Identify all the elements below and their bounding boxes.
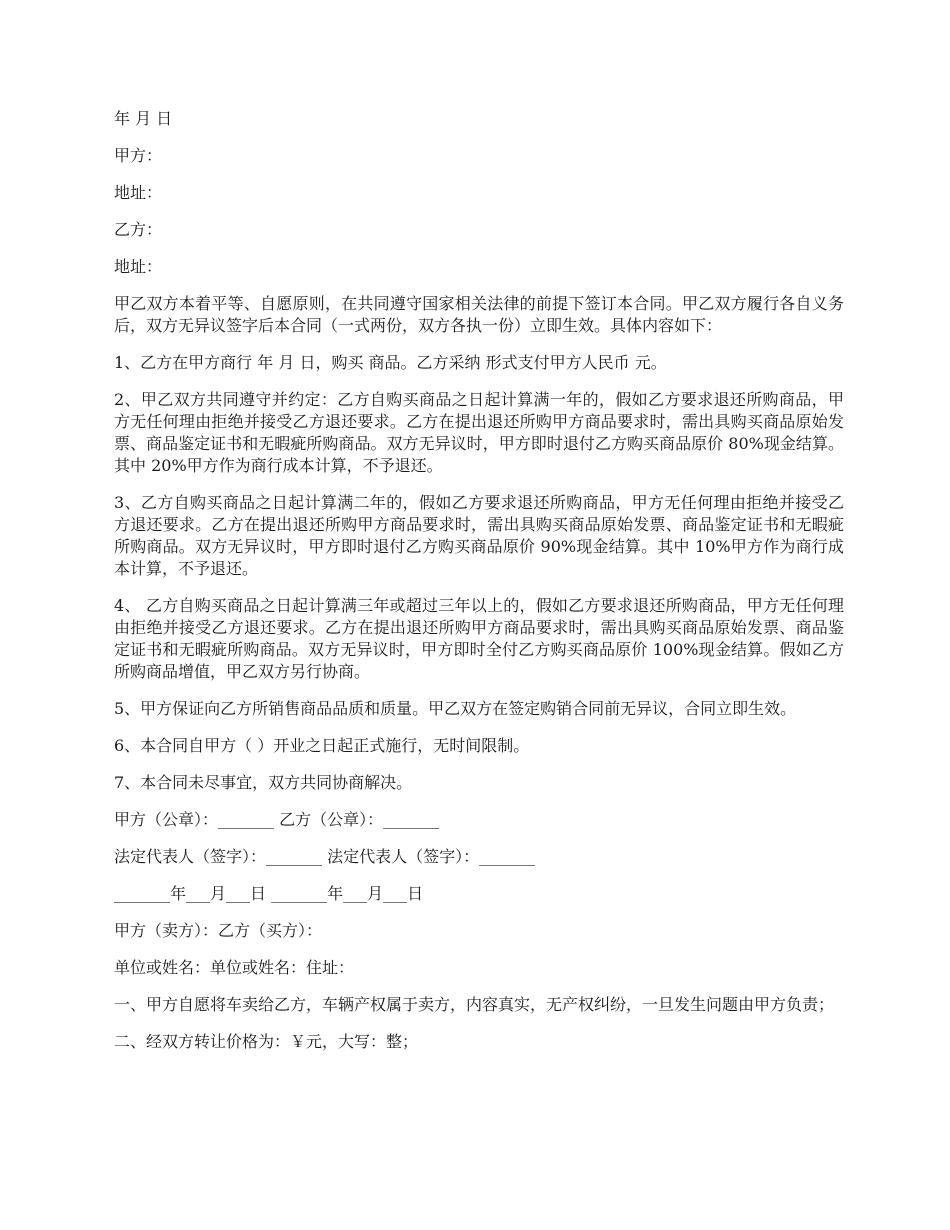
seal-line: 甲方（公章）：_______ 乙方（公章）：_______: [114, 810, 440, 829]
clause-1: 1、乙方在甲方商行 年 月 日，购买 商品。乙方采纳 形式支付甲方人民币 元。: [114, 353, 667, 372]
clause-6: 6、本合同自甲方（ ）开业之日起正式施行，无时间限制。: [114, 736, 530, 755]
clause-3: 3、乙方自购买商品之日起计算满二年的，假如乙方要求退还所购商品，甲方无任何理由拒绝并接受乙方退还要求。乙方在提出退还所购甲方商品要求时，需出具购买商品原始发票、商品鉴定证书和无暇疵所购商品。双方无异议时，甲方即时退付乙方购买商品原价 90%现金结算。其中 10%甲方作为商行成本计算，不予退还。: [114, 493, 844, 578]
name-address-line: 单位或姓名：单位或姓名：住址：: [114, 958, 355, 977]
clause-7: 7、本合同未尽事宜，双方共同协商解决。: [114, 773, 413, 792]
clause-4: 4、 乙方自购买商品之日起计算满三年或超过三年以上的，假如乙方要求退还所购商品，甲方无任何理由拒绝并接受乙方退还要求。乙方在提出退还所购甲方商品要求时，需出具购买商品原始发票、商品鉴定证书和无暇疵所购商品。双方无异议时，甲方即时全付乙方购买商品原价 100%现金结算。假如乙方所购商品增值，甲乙双方另行协商。: [114, 596, 844, 681]
signature-line: 法定代表人（签字）：_______ 法定代表人（签字）：_______: [114, 847, 536, 866]
vehicle-clause-1: 一、甲方自愿将车卖给乙方，车辆产权属于卖方，内容真实，无产权纠纷，一旦发生问题由甲方负责；: [114, 995, 835, 1014]
date-line: 年 月 日: [114, 109, 173, 128]
party-b-line: 乙方：: [114, 220, 163, 239]
seller-buyer-line: 甲方（卖方）：乙方（买方）：: [114, 921, 323, 940]
party-a-address-line: 地址：: [114, 183, 163, 202]
party-b-address-line: 地址：: [114, 257, 163, 276]
vehicle-clause-2: 二、经双方转让价格为：￥元，大写：整；: [114, 1032, 419, 1051]
signing-date-line: _______年___月___日 _______年___月___日: [114, 884, 424, 903]
clause-5: 5、甲方保证向乙方所销售商品品质和质量。甲乙双方在签定购销合同前无异议，合同立即生效。: [114, 699, 797, 718]
party-a-line: 甲方：: [114, 146, 163, 165]
document-page: [114, 108, 844, 1068]
clause-2: 2、甲乙双方共同遵守并约定：乙方自购买商品之日起计算满一年的，假如乙方要求退还所购商品，甲方无任何理由拒绝并接受乙方退还要求。乙方在提出退还所购甲方商品要求时，需出具购买商品原始发票、商品鉴定证书和无暇疵所购商品。双方无异议时，甲方即时退付乙方购买商品原价 80%现金结算。其中 20%甲方作为商行成本计算，不予退还。: [114, 390, 844, 475]
preamble-paragraph: 甲乙双方本着平等、自愿原则，在共同遵守国家相关法律的前提下签订本合同。甲乙双方履行各自义务后，双方无异议签字后本合同（一式两份，双方各执一份）立即生效。具体内容如下：: [114, 294, 844, 335]
